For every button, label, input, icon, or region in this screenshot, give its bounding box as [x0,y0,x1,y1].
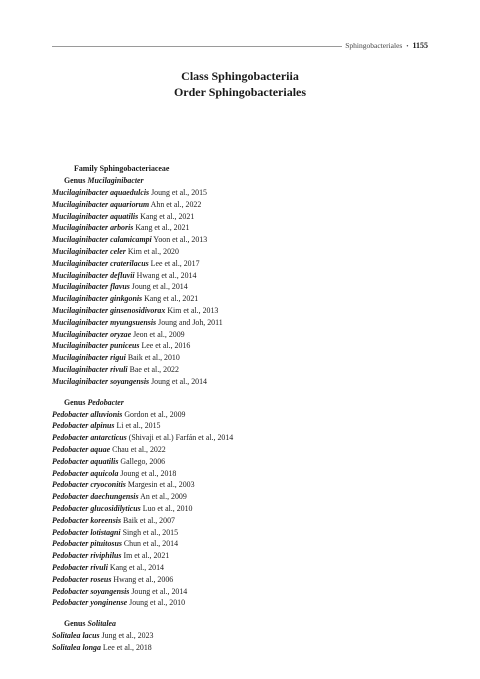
species-entry [52,246,432,258]
species-entry [52,222,432,234]
species-name: Pedobacter aquicola [52,468,119,478]
species-name: Pedobacter pituitosus [52,539,122,549]
species-entry [52,270,432,282]
species-entry [52,258,432,270]
species-entry [52,432,432,444]
species-authority: Bae et al., 2022 [129,364,179,374]
species-entry [52,199,432,211]
species-entry [52,586,432,598]
species-authority: Chun et al., 2014 [123,539,179,549]
species-authority: Yoon et al., 2013 [153,235,208,245]
genus-prefix: Genus [64,176,86,185]
species-entry [52,562,432,574]
species-authority: Li et al., 2015 [116,421,161,431]
genus-prefix: Genus [64,397,86,407]
genus-prefix: Genus [64,619,86,629]
species-authority: Jeon et al., 2009 [133,329,185,339]
species-name: Mucilaginibacter arboris [52,223,134,233]
species-entry [52,491,432,503]
species-authority: Baik et al., 2010 [127,353,180,363]
species-name: Pedobacter lotistagni [52,527,121,537]
species-authority: Singh et al., 2015 [122,527,179,537]
family-heading: Family Sphingobacteriaceae [74,164,170,173]
species-name: Pedobacter glucosidilyticus [52,503,141,513]
genus-name: Solitalea [87,619,116,629]
species-authority: Im et al., 2021 [123,551,170,561]
species-entry [52,468,432,480]
species-name: Mucilaginibacter aquatilis [52,211,139,221]
species-authority: Margesin et al., 2003 [127,480,195,490]
species-name: Mucilaginibacter rigui [52,353,126,363]
species-authority: (Shivaji et al.) Farfán et al., 2014 [128,433,234,443]
species-name: Pedobacter aquae [52,444,111,454]
class-title: Class Sphingobacteriia [181,69,299,83]
genus-block [52,618,432,654]
order-title: Order Sphingobacteriales [173,85,307,99]
species-authority: Joung et al., 2010 [129,598,186,608]
species-entry [52,515,432,527]
section-gap [52,388,432,397]
species-entry [52,503,432,515]
species-authority: Hwang et al., 2014 [136,270,197,280]
species-entry [52,317,432,329]
species-name: Mucilaginibacter soyangensis [52,376,150,386]
species-authority: Luo et al., 2010 [142,503,193,513]
species-name: Solitalea longa [52,642,101,652]
genus-name: Mucilaginibacter [87,176,144,185]
species-name: Pedobacter alluvionis [52,409,123,419]
species-name: Pedobacter roseus [52,574,112,584]
species-entry [52,456,432,468]
species-authority: Lee et al., 2016 [141,341,191,351]
section-gap [52,609,432,618]
species-authority: An et al., 2009 [140,492,187,502]
chapter-titles [0,68,480,100]
species-entry [52,444,432,456]
species-authority: Baik et al., 2007 [123,515,175,525]
species-authority: Kang et al., 2021 [135,223,190,233]
header-rule [52,46,342,47]
genera-list [52,175,432,654]
species-name: Mucilaginibacter craterilacus [52,258,149,268]
species-authority: Joung and Joh, 2011 [158,317,223,327]
species-entry [52,234,432,246]
species-authority: Hwang et al., 2006 [113,574,174,584]
species-entry [52,340,432,352]
species-authority: Gordon et al., 2009 [124,409,186,419]
species-authority: Lee et al., 2018 [102,642,152,652]
species-authority: Ahn et al., 2022 [150,199,202,209]
species-entry [52,364,432,376]
species-authority: Kang et al., 2014 [109,562,164,572]
species-name: Pedobacter alpinus [52,421,115,431]
species-entry [52,550,432,562]
species-name: Mucilaginibacter ginkgonis [52,294,143,304]
species-authority: Chau et al., 2022 [112,444,166,454]
genus-heading [52,175,432,187]
species-entry [52,293,432,305]
page-number: 1155 [412,41,428,50]
species-name: Mucilaginibacter ginsenosidivorax [52,305,166,315]
species-authority: Joung et al., 2014 [131,586,188,596]
species-name: Pedobacter rivuli [52,562,108,572]
species-entry [52,352,432,364]
species-entry [52,187,432,199]
species-entry [52,376,432,388]
species-entry [52,538,432,550]
species-entry [52,211,432,223]
species-authority: Joung et al., 2014 [151,376,207,386]
species-name: Pedobacter daechungensis [52,492,139,502]
species-name: Pedobacter yonginense [52,598,128,608]
species-name: Mucilaginibacter defluvii [52,270,135,280]
species-name: Mucilaginibacter aquaedulcis [52,188,150,197]
genus-block [52,175,432,388]
species-name: Solitalea lacus [52,631,100,641]
species-name: Mucilaginibacter oryzae [52,329,132,339]
species-name: Mucilaginibacter myungsuensis [52,317,157,327]
running-head-section: Sphingobacteriales [345,41,403,50]
species-authority: Kim et al., 2013 [167,305,219,315]
genus-name: Pedobacter [87,397,124,407]
species-entry [52,305,432,317]
species-name: Mucilaginibacter puniceus [52,341,140,351]
species-name: Pedobacter cryoconitis [52,480,126,490]
species-entry [52,281,432,293]
species-entry [52,642,432,654]
species-authority: Kim et al., 2020 [127,246,179,256]
bullet-separator: • [406,44,409,50]
species-name: Mucilaginibacter aquariorum [52,199,150,209]
species-entry [52,479,432,491]
species-entry [52,574,432,586]
genus-heading [52,618,432,630]
species-authority: Lee et al., 2017 [150,258,200,268]
species-entry [52,409,432,421]
species-authority: Kang et al., 2021 [144,294,199,304]
species-entry [52,527,432,539]
species-name: Mucilaginibacter rivuli [52,364,128,374]
species-entry [52,597,432,609]
species-entry [52,420,432,432]
species-authority: Gallego, 2006 [120,456,166,466]
running-head [52,40,428,52]
species-authority: Jung et al., 2023 [101,631,154,641]
species-authority: Kang et al., 2021 [140,211,195,221]
genus-block [52,397,432,610]
species-authority: Joung et al., 2018 [120,468,177,478]
species-listing [52,163,432,654]
species-name: Mucilaginibacter flavus [52,282,130,292]
species-name: Pedobacter aquatilis [52,456,119,466]
species-entry [52,630,432,642]
running-head-text [345,40,428,53]
species-entry [52,329,432,341]
species-authority: Joung et al., 2015 [151,188,207,197]
genus-heading [52,397,432,409]
species-name: Pedobacter soyangensis [52,586,130,596]
species-name: Mucilaginibacter calamicampi [52,235,152,245]
species-authority: Joung et al., 2014 [131,282,188,292]
species-name: Pedobacter koreensis [52,515,122,525]
species-name: Pedobacter riviphilus [52,551,122,561]
species-name: Mucilaginibacter celer [52,246,126,256]
species-name: Pedobacter antarcticus [52,433,127,443]
